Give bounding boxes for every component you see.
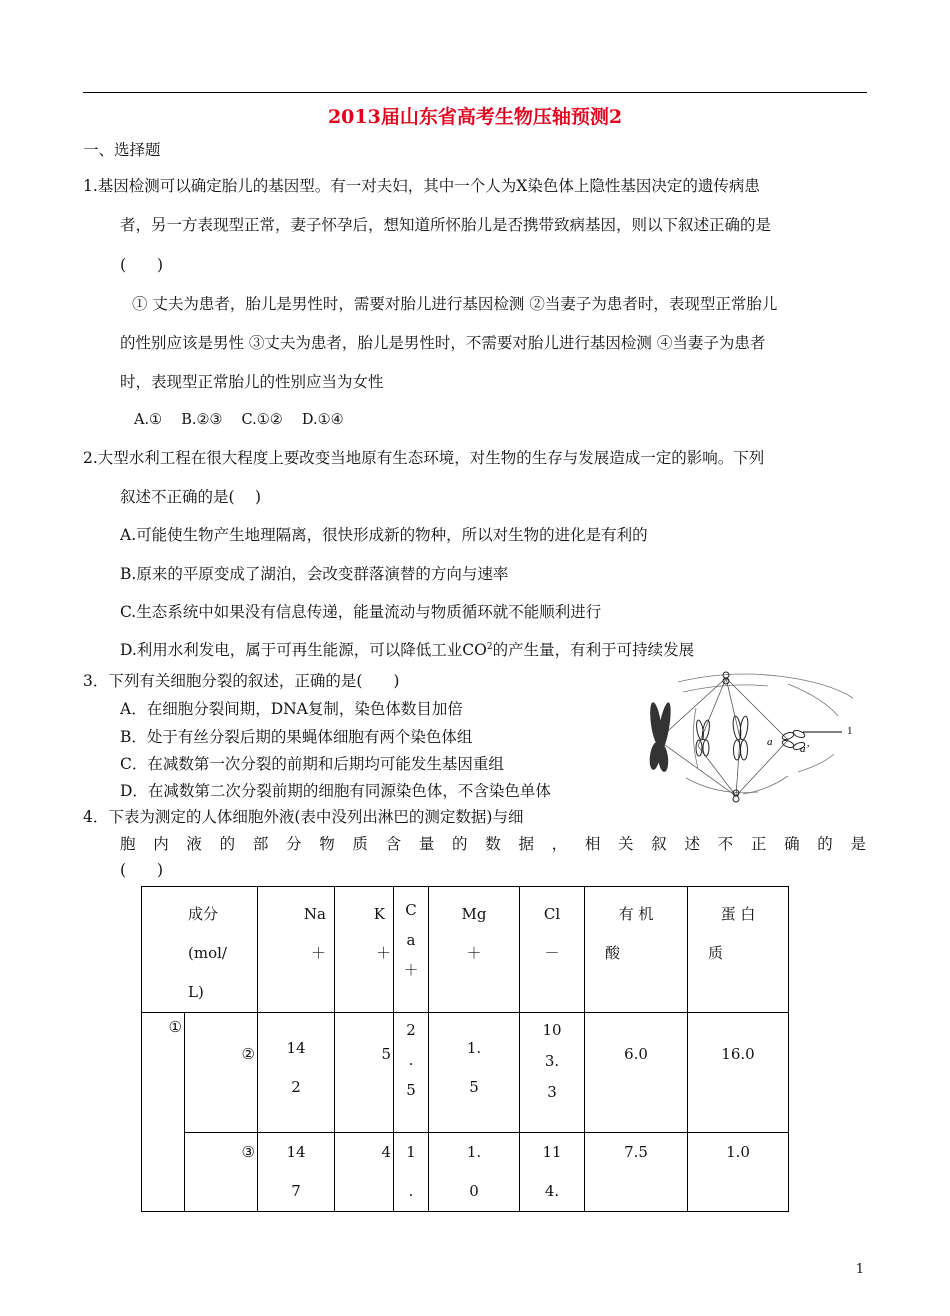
row-3-mg: 1. 0 — [429, 1133, 520, 1212]
header-mg: Mg ＋ — [429, 887, 520, 1013]
row-3-cl: 11 4. — [520, 1133, 585, 1212]
q2-option-b: B.原来的平原变成了湖泊，会改变群落演替的方向与速率 — [120, 565, 509, 583]
row-2-label: ② — [185, 1013, 258, 1133]
ion-composition-table — [141, 886, 789, 1212]
row-2-na: 14 2 — [258, 1013, 335, 1133]
q2-option-d: D.利用水利发电，属于可再生能源，可以降低工业$CO^2$的产生量，有利于可持续发展 — [120, 641, 695, 659]
section-heading: 一、选择题 — [83, 141, 161, 159]
row-3-k: 4 — [335, 1133, 394, 1212]
header-k: K ＋ — [335, 887, 394, 1013]
row-3-ca: 1 . — [394, 1133, 429, 1212]
q4-line-2-char: 质 — [352, 835, 368, 853]
q4-line-2-char: 的 — [452, 835, 468, 853]
q2-line-1: 2.大型水利工程在很大程度上要改变当地原有生态环境，对生物的生存与发展造成一定的影响。下列 — [83, 449, 765, 467]
q3-option-b: B．处于有丝分裂后期的果蝇体细胞有两个染色体组 — [120, 728, 473, 746]
q4-line-2-char: 是 — [850, 835, 866, 853]
q4-line-2-char: 胞 — [120, 835, 136, 853]
q4-line-2-char: 液 — [186, 835, 202, 853]
table-row-3 — [142, 1133, 789, 1212]
figure-label-1: 1 — [847, 725, 853, 737]
q2-option-c: C.生态系统中如果没有信息传递，能量流动与物质循环就不能顺利进行 — [120, 603, 602, 621]
row-2-mg: 1. 5 — [429, 1013, 520, 1133]
large-chromosome — [648, 702, 673, 773]
q4-line-1: 4．下表为测定的人体细胞外液(表中没列出淋巴的测定数据)与细 — [83, 808, 524, 826]
q1-line-6: 时，表现型正常胎儿的性别应当为女性 — [120, 373, 384, 391]
header-protein: 蛋 白 质 — [688, 887, 789, 1013]
header-component: 成分 (mol/ L) — [142, 887, 258, 1013]
q4-line-2-char: 相 — [584, 835, 601, 853]
row-2-protein: 16.0 — [688, 1013, 789, 1133]
figure-label-a-prime: a’ — [800, 743, 810, 755]
table-header-row — [142, 887, 789, 1013]
row-3-label: ③ — [185, 1133, 258, 1212]
figure-label-a: a — [767, 736, 773, 748]
q3-line-1: 3．下列有关细胞分裂的叙述，正确的是( ) — [83, 672, 400, 690]
middle-chromosome-1 — [695, 720, 710, 756]
row-2-cl: 10 3. 3 — [520, 1013, 585, 1133]
q1-line-4: ① 丈夫为患者，胎儿是男性时，需要对胎儿进行基因检测 ②当妻子为患者时，表现型正常胎儿 — [132, 295, 778, 313]
q4-line-2-char: 的 — [817, 835, 833, 853]
q4-line-2-char: 分 — [286, 835, 302, 853]
header-rule — [83, 92, 867, 93]
row-3-organic-acid: 7.5 — [585, 1133, 688, 1212]
q3-option-c: C．在减数第一次分裂的前期和后期均可能发生基因重组 — [120, 755, 504, 773]
q4-line-2-char: 数 — [485, 835, 501, 853]
page-title: 2013届山东省高考生物压轴预测2 — [327, 106, 623, 128]
middle-chromosome-2 — [732, 716, 749, 760]
q4-line-2-char: 量 — [418, 835, 435, 853]
cell-division-figure — [638, 668, 868, 808]
q4-line-2-char: 叙 — [651, 835, 667, 853]
q1-line-2: 者，另一方表现型正常，妻子怀孕后，想知道所怀胎儿是否携带致病基因，则以下叙述正确的是 — [120, 216, 772, 234]
q1-line-1: 1.基因检测可以确定胎儿的基因型。有一对夫妇，其中一个人为X染色体上隐性基因决定的遗传病患 — [83, 177, 760, 195]
q2-option-a: A.可能使生物产生地理隔离，很快形成新的物种，所以对生物的进化是有利的 — [120, 526, 648, 544]
page-number: 1 — [855, 1262, 864, 1277]
header-organic-acid: 有 机 酸 — [585, 887, 688, 1013]
q4-line-2-char: 据 — [518, 835, 534, 853]
row-2-ca: 2 . 5 — [394, 1013, 429, 1133]
q4-line-2-char: 内 — [153, 835, 169, 853]
q4-line-2-char: 述 — [684, 835, 700, 853]
q1-line-5: 的性别应该是男性 ③丈夫为患者，胎儿是男性时，不需要对胎儿进行基因检测 ④当妻子为患者 — [120, 334, 766, 352]
q4-line-2-char: 正 — [750, 835, 767, 853]
q4-line-3: ( ) — [120, 861, 164, 879]
header-na: Na ＋ — [258, 887, 335, 1013]
q4-line-2-char: ， — [551, 835, 568, 853]
q1-line-3: ( ) — [120, 256, 164, 274]
q4-line-2-char: 含 — [385, 835, 402, 853]
q4-line-2-char: 的 — [219, 835, 236, 853]
spindle-outline — [678, 674, 853, 794]
q1-options: A.① B.②③ C.①② D.①④ — [134, 412, 344, 428]
q4-line-2-char: 关 — [618, 835, 634, 853]
header-cl: Cl － — [520, 887, 585, 1013]
q4-line-2-char: 确 — [784, 835, 800, 853]
row-2-organic-acid: 6.0 — [585, 1013, 688, 1133]
q4-line-2 — [120, 832, 866, 854]
q3-option-a: A．在细胞分裂间期，DNA复制，染色体数目加倍 — [120, 700, 463, 718]
q4-line-2-char: 物 — [319, 835, 335, 853]
header-ca: C a ＋ — [394, 887, 429, 1013]
q4-line-2-char: 部 — [252, 835, 269, 853]
q2-line-2: 叙述不正确的是( ) — [120, 488, 262, 506]
table-row-2 — [142, 1013, 789, 1133]
row-3-na: 14 7 — [258, 1133, 335, 1212]
row-2-k: 5 — [335, 1013, 394, 1133]
row-1-label: ① — [142, 1013, 185, 1212]
row-3-protein: 1.0 — [688, 1133, 789, 1212]
q3-option-d: D．在减数第二次分裂前期的细胞有同源染色体，不含染色单体 — [120, 782, 551, 800]
q4-line-2-char: 不 — [717, 835, 734, 853]
